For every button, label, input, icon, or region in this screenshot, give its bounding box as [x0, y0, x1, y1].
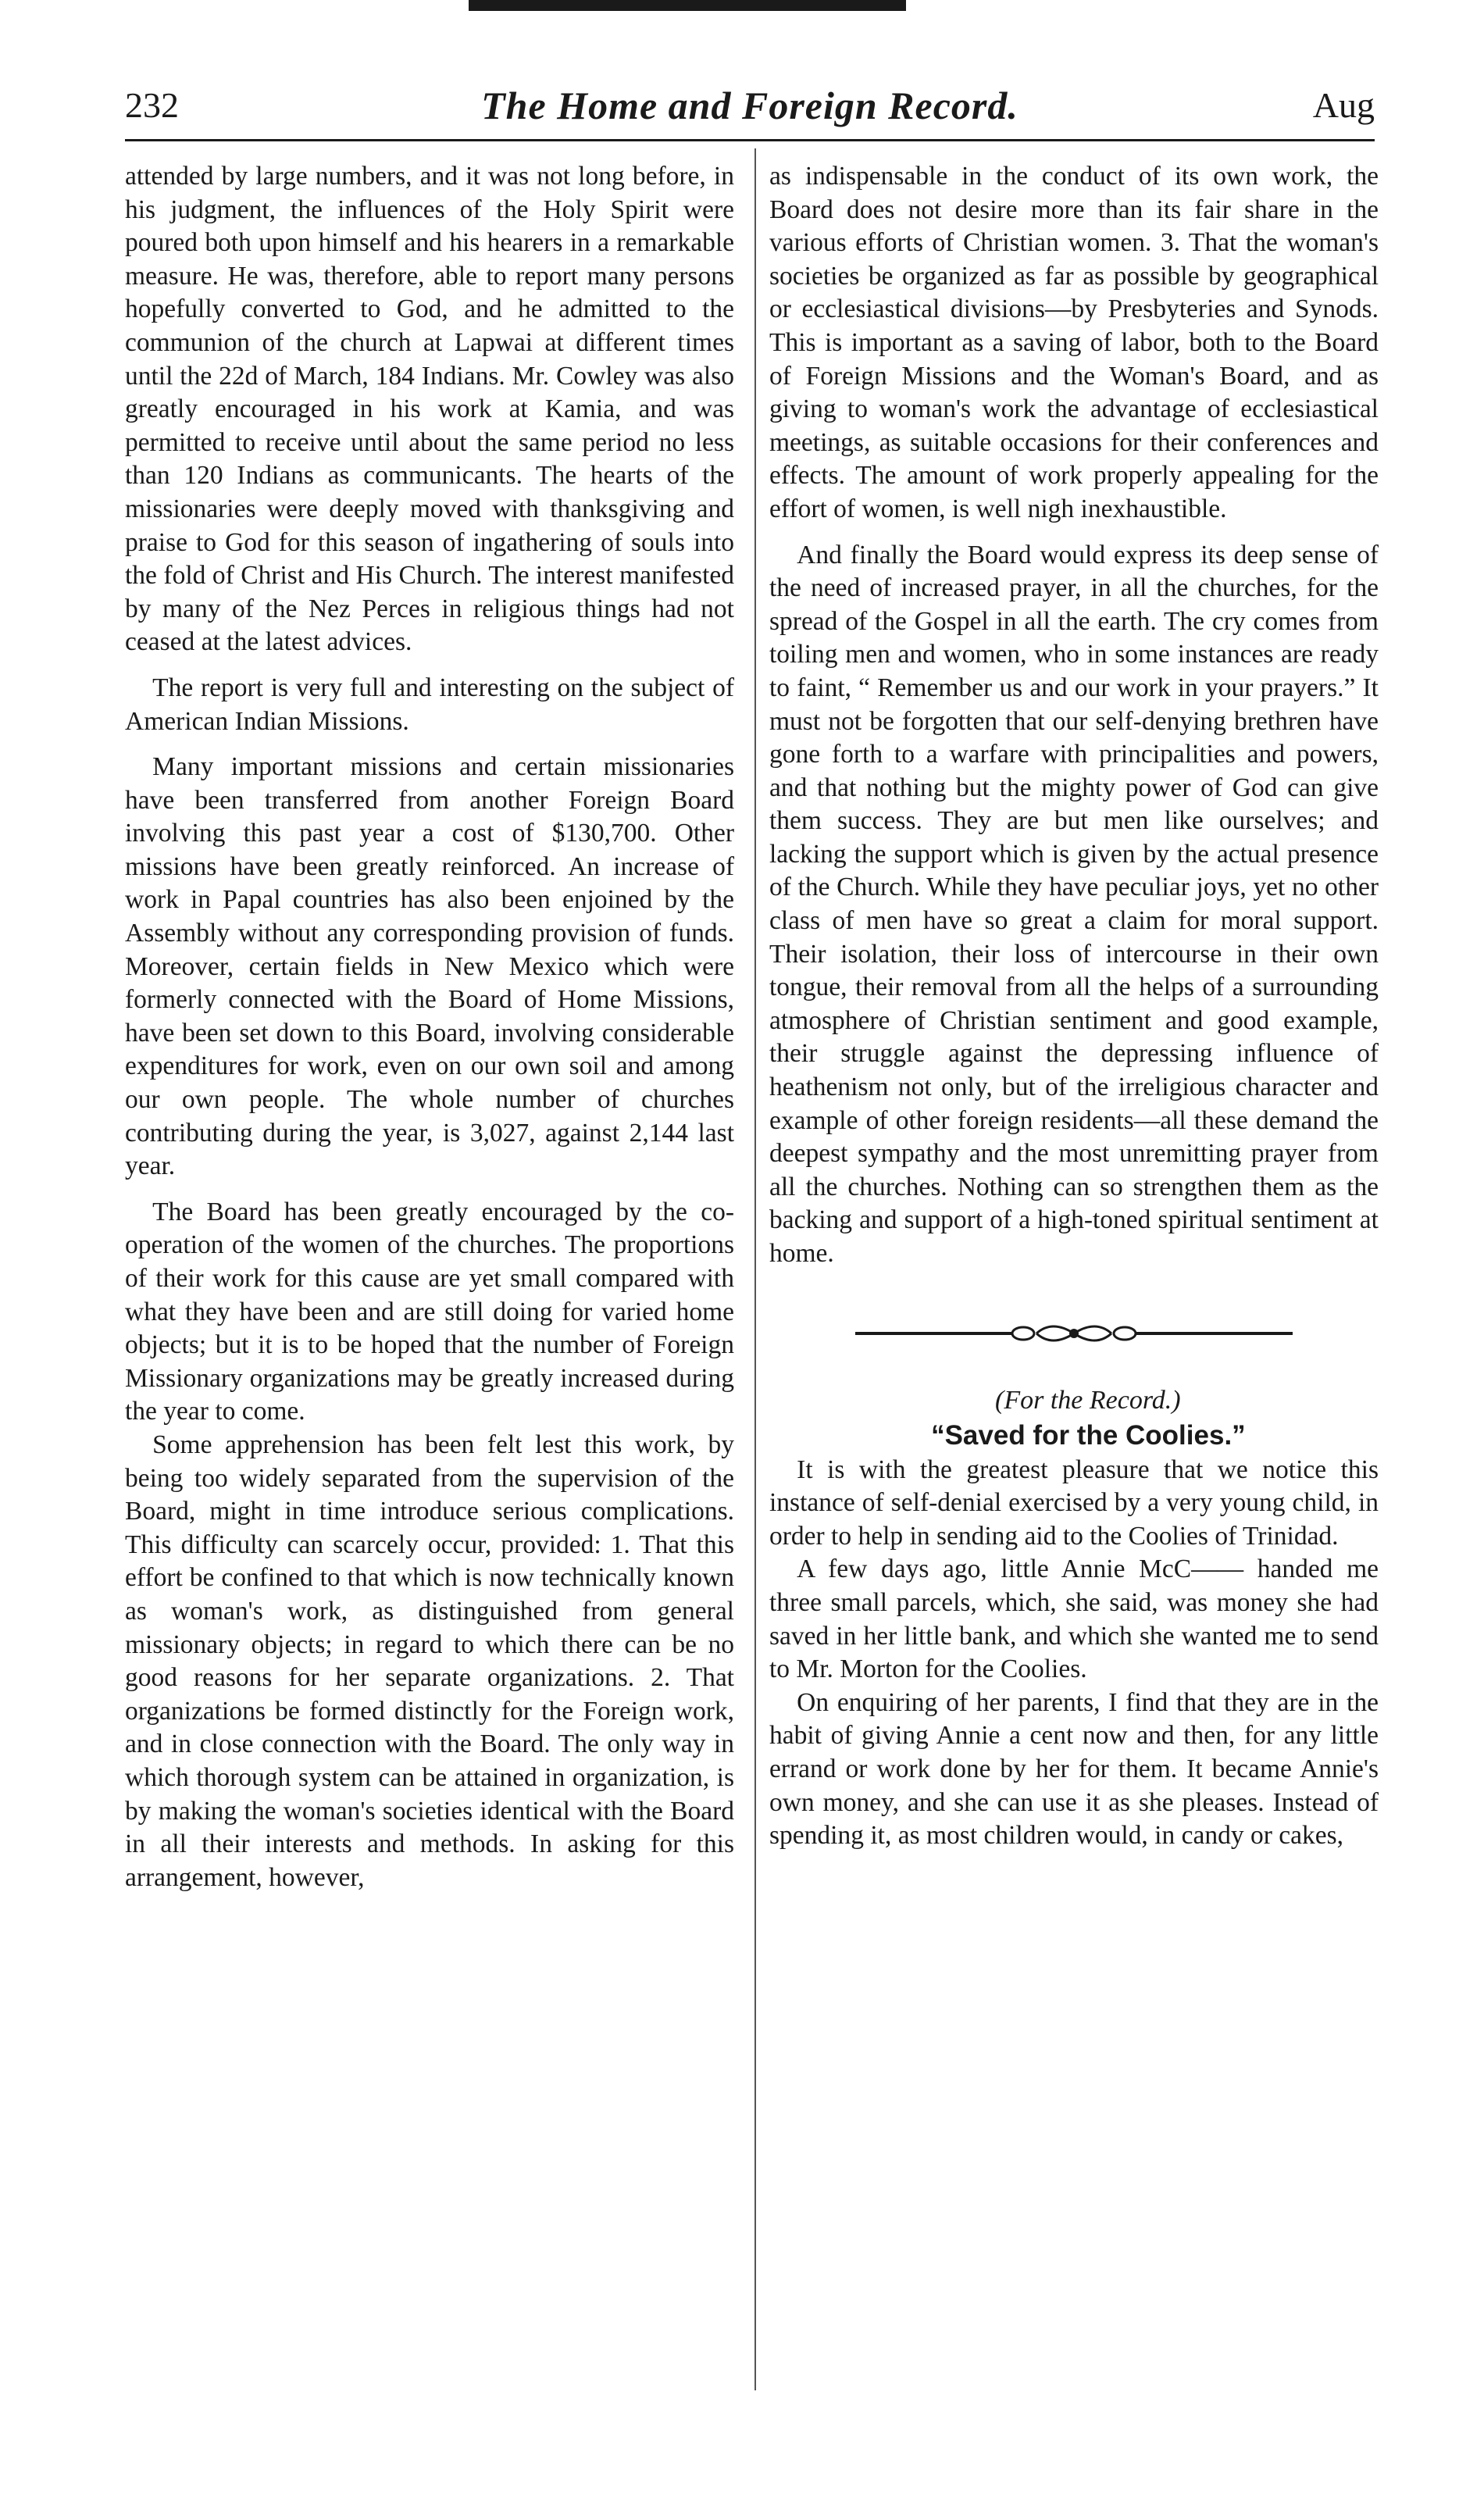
- article-title: “Saved for the Coolies.”: [931, 1419, 1246, 1451]
- column-divider: [754, 148, 756, 2390]
- paragraph: And finally the Board would express its deep sense of the need of increased prayer, in all the churches, for the spread of the Gospel in all the earth. The cry comes from toiling men and women, who in some instances are ready to faint, “ Remember us and our work in your prayers.” It must not be forgotten that our self-denying brethren have gone forth to a warfare with principalities and powers, and that nothing but the mighty power of God can give them success. They are but men like ourselves; and lacking the support which is given by the actual presence of the Church. While they have peculiar joys, yet no other class of men have so great a claim for moral support. Their isolation, their loss of intercourse in their own tongue, their removal from all the helps of a surrounding atmosphere of Christian sentiment and good example, their struggle against the depressing influence of heathenism not only, but of the irreligious character and example of other foreign residents—all these demand the deepest sympathy and the most unremitting prayer from all the churches. Nothing can so strengthen them as the backing and support of a high-toned spiritual sentiment at home.: [769, 540, 1379, 1268]
- paragraph: Many important missions and certain missionaries have been transferred from another Foreign Board involving this past year a cost of $130,700. Other missions have been greatly reinforced. An increase of work in Papal countries has also been enjoined by the Assembly without any corresponding provision of funds. Moreover, certain fields in New Mexico which were formerly connected with the Board of Home Missions, have been set down to this Board, involving considerable expenditures for work, even on our own soil and among our own people. The whole number of churches contributing during the year, is 3,027, against 2,144 last year.: [125, 752, 734, 1181]
- running-title: The Home and Foreign Record.: [481, 84, 1018, 127]
- paragraph: Some apprehension has been felt lest this work, by being too widely separated from the supervision of the Board, might in time introduce serious complications. This difficulty can scarcely occur, provided: 1. That this effort be confined to that which is now technically known as woman's work, as distinguished from general missionary objects; in regard to which there can be no good reasons for her separate organizations. 2. That organizations be formed distinctly for the Foreign work, and in close connection with the Board. The only way in which thorough system can be attained in organization, is by making the woman's societies identical with the Board in all their interests and methods. In asking for this arrangement, however,: [125, 1430, 734, 1892]
- paragraph: attended by large numbers, and it was not long before, in his judgment, the influences of the Holy Spirit were poured both upon himself and his hearers in a remarkable measure. He was, therefore, able to report many persons hopefully converted to God, and he admitted to the communion of the church at Lapwai at different times until the 22d of March, 184 Indians. Mr. Cowley was also greatly encouraged in his work at Kamia, and was permitted to receive until about the same period no less than 120 Indians as communicants. The hearts of the missionaries were deeply moved with thanksgiving and praise to God for this season of ingathering of souls into the fold of Christ and His Church. The interest manifested by many of the Nez Perces in religious things had not ceased at the latest advices.: [125, 162, 734, 657]
- left-column: [125, 160, 734, 1894]
- top-decorative-rule: [469, 0, 906, 11]
- paragraph: A few days ago, little Annie McC—— handed me three small parcels, which, she said, was money she had saved in her little bank, and which she wanted me to send to Mr. Morton for the Coolies.: [769, 1555, 1379, 1684]
- byline: (For the Record.): [995, 1385, 1181, 1415]
- month-label: Aug: [1312, 85, 1375, 125]
- right-column: [769, 160, 1379, 1853]
- ornamental-divider: [855, 1318, 1293, 1349]
- paragraph: The report is very full and interesting on the subject of American Indian Missions.: [125, 673, 734, 736]
- page-number: 232: [125, 85, 179, 125]
- header-rule: [125, 139, 1375, 141]
- paragraph: On enquiring of her parents, I find that they are in the habit of giving Annie a cent now and then, for any little errand or work done by her for them. It became Annie's own money, and she can use it as she pleases. Instead of spending it, as most children would, in candy or cakes,: [769, 1687, 1379, 1851]
- paragraph: as indispensable in the conduct of its own work, the Board does not desire more than its fair share in the various efforts of Christian women. 3. That the woman's societies be organized as far as possible by geographical or ecclesiastical divisions—by Presbyteries and Synods. This is important as a saving of labor, both to the Board of Foreign Missions and the Woman's Board, and as giving to woman's work the advantage of ecclesiastical meetings, as suitable occasions for their conferences and effects. The amount of work properly appealing for the effort of women, is well nigh inexhaustible.: [769, 162, 1379, 523]
- paragraph: It is with the greatest pleasure that we notice this instance of self-denial exercised by a very young child, in order to help in sending aid to the Coolies of Trinidad.: [769, 1455, 1379, 1551]
- page-header: [125, 78, 1375, 133]
- paragraph: The Board has been greatly encouraged by the co-operation of the women of the churches. The proportions of their work for this cause are yet small compared with what they have been and are still doing for varied home objects; but it is to be hoped that the number of Foreign Missionary organizations may be greatly increased during the year to come.: [125, 1197, 734, 1426]
